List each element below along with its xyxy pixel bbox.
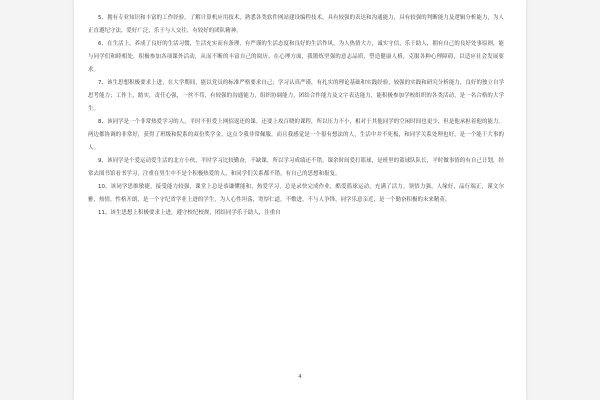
paragraph-6: 6、在生活上，养成了良好的生活习惯，生活充实而有条理，有严谨的生活态度和良好的生活作风，为人热情大方，诚实守信，乐于助人，拥有自己的良好处事原则，能与同学们和睦相处，积极参加各项课外活动，从而不断的丰富自己的阅历。在心理方面，我锻炼坚强的意志品质，塑造健康人格，克服各种心理障碍，以适应社会发展要求。 bbox=[88, 41, 504, 73]
document-body bbox=[88, 12, 504, 220]
paragraph-8: 8、该同学是一个非常热爱学习的人，平时不但爱上网招返还的课。还要上攻百晓的课程，所以压力不小，相对于其他同学的空闲时间也更少，但是他承担着他的能力。两边都协调的非常好，获得了班级和院系的双份奖学金，这点令我非常佩服。而且我感觉是一个很有想法的人，生活中并不死板，和同学关系处理也好，是一个能干大事的人。 bbox=[88, 119, 504, 151]
page-number: 4 bbox=[298, 374, 302, 380]
paragraph-7: 7、该生思想积极要求上进，在大学期间，能以党员的标准严格要求自己；学习认真严谨，有扎实的理论基础和实践经验，较强的实践和研究分析能力，良好的独立自学思考能力；工作上，踏实，责任心强，一丝不苟，有较强的沟通能力，组织协调能力，团结合作能力及文字表达能力，能积极参加学校组织的各类活动，是一名合格的大学生。 bbox=[88, 80, 504, 112]
paragraph-11: 11、该生思想上积极要求上进，遵守校纪校规，团结同学乐于助人，注重自 bbox=[98, 210, 281, 216]
paragraph-5: 5、拥有专业知识和丰富的工作经验，了解计算机应用技术，熟悉各类软件网站建设编程技术，具有较强的表达和沟通能力，具有较强的判断能力及逻辑分析能力，为人正直遵纪守法，爱好广泛，乐于与人交往，有较好的团队精神。 bbox=[88, 15, 504, 34]
paragraph-9: 9、该同学是个爱运动爱生活的北方小伙，平时学习比较勤奋，不缺课，所以学习成绩还不错，课余时间爱打篮球，是班里的篮球队队长，平时做事情的有自己计划，经常去图书馆看书学习，注重在男生中不是个积极热爱的人，和同学们关系都不错，有自己的思想和报复。 bbox=[88, 158, 504, 177]
paragraph-10: 10、该同学思维敏捷，接受能力较强，课堂上总是恭谦懂能和，热爱学习，总是录快完成作业，酷爱篮球运动，充满了活力。领悟力强，人缘好，品行端正，谨文尔雅，热情，性格开朗，是一个守纪省学业上进的学生，为人心性坦荡，宽厚仁道，不敷进，不与人争锋，同学乐意亲近，是一个勤奋积极的未来精英。 bbox=[88, 184, 504, 203]
